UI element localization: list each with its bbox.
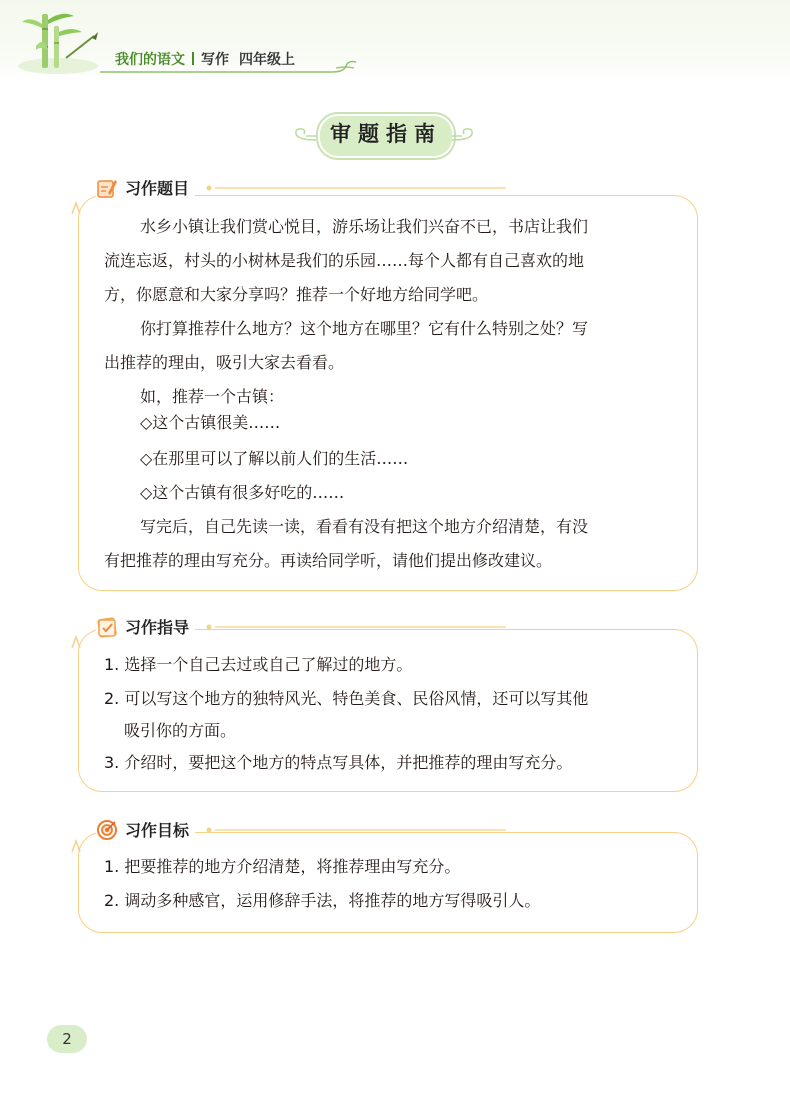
guide-list-item: 3. 介绍时，要把这个地方的特点写具体，并把推荐的理由写充分。	[104, 753, 573, 772]
goal-section-label	[96, 818, 195, 841]
bamboo-logo-icon	[14, 6, 102, 78]
goal-list-item: 2. 调动多种感官，运用修辞手法，将推荐的地方写得吸引人。	[104, 891, 541, 910]
goal-label: 习作目标	[125, 821, 190, 840]
example-bullet: ◇这个古镇有很多好吃的……	[140, 483, 345, 502]
grade-name: 四年级上	[239, 52, 295, 68]
topic-paragraph-line: 方，你愿意和大家分享吗？推荐一个好地方给同学吧。	[104, 285, 489, 304]
header-separator	[192, 52, 194, 65]
example-bullet: ◇这个古镇很美……	[140, 413, 281, 432]
cloud-right-decoration	[450, 124, 476, 144]
cloud-left-decoration	[292, 124, 318, 144]
topic-paragraph-line: 如，推荐一个古镇：	[140, 387, 285, 406]
topic-label: 习作题目	[125, 179, 190, 198]
target-icon	[96, 819, 118, 841]
topic-paragraph-line: 流连忘返，村头的小树林是我们的乐园……每个人都有自己喜欢的地	[104, 251, 585, 270]
running-header	[115, 49, 295, 69]
example-bullet: ◇在那里可以了解以前人们的生活……	[140, 449, 409, 468]
box-corner-mark	[70, 200, 82, 216]
guide-section-label	[96, 615, 195, 638]
page-title: 审题指南	[330, 122, 442, 146]
guide-label: 习作指导	[125, 618, 190, 637]
page-title-block	[298, 112, 470, 158]
label-dotted-line	[206, 827, 506, 833]
guide-list-item: 2. 可以写这个地方的独特风光、特色美食、民俗风情，还可以写其他	[104, 689, 589, 708]
series-name: 我们的语文	[115, 52, 185, 68]
guide-list-item: 1. 选择一个自己去过或自己了解过的地方。	[104, 655, 413, 674]
clipboard-check-icon	[96, 616, 118, 638]
label-dotted-line	[206, 624, 506, 630]
topic-paragraph-line: 水乡小镇让我们赏心悦目，游乐场让我们兴奋不已，书店让我们	[140, 217, 589, 236]
box-corner-mark	[70, 634, 82, 650]
goal-list-item: 1. 把要推荐的地方介绍清楚，将推荐理由写充分。	[104, 857, 461, 876]
topic-paragraph-line: 你打算推荐什么地方？这个地方在哪里？它有什么特别之处？写	[140, 319, 589, 338]
label-dotted-line	[206, 185, 506, 191]
topic-paragraph-line: 出推荐的理由，吸引大家去看看。	[104, 353, 345, 372]
box-corner-mark	[70, 838, 82, 854]
topic-paragraph-line: 有把推荐的理由写充分。再读给同学听，请他们提出修改建议。	[104, 551, 553, 570]
guide-list-item-continuation: 吸引你的方面。	[124, 721, 237, 740]
subject-name: 写作	[201, 52, 229, 68]
topic-section-label	[96, 176, 195, 199]
pencil-note-icon	[96, 177, 118, 199]
topic-paragraph-line: 写完后，自己先读一读，看看有没有把这个地方介绍清楚，有没	[140, 517, 589, 536]
page-number: 2	[47, 1025, 87, 1053]
